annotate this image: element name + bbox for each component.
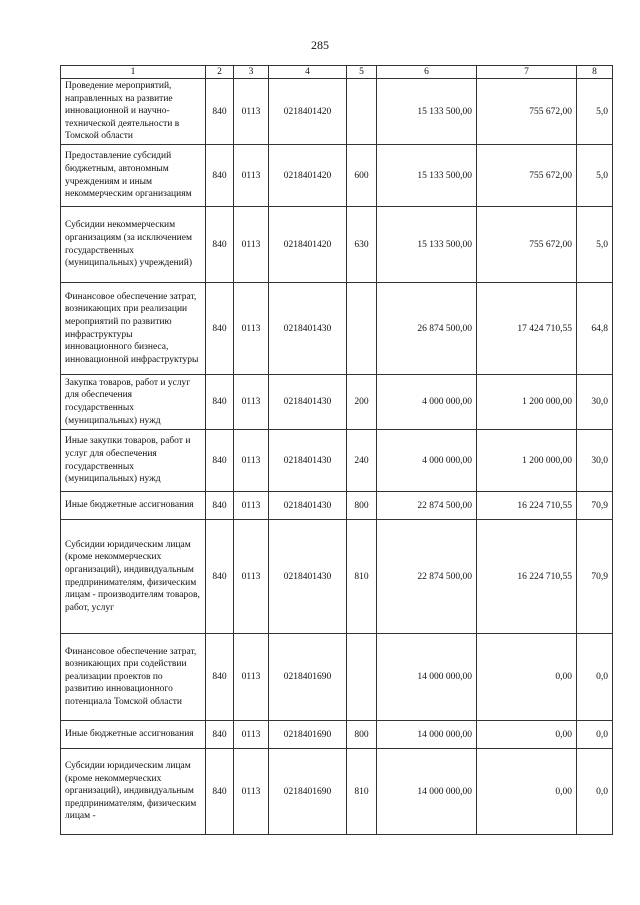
expense-type-code: 240 — [347, 430, 377, 492]
ministry-code: 840 — [206, 283, 234, 375]
execution-percent: 0,0 — [577, 634, 613, 721]
executed-amount: 0,00 — [477, 634, 577, 721]
execution-percent: 70,9 — [577, 492, 613, 520]
column-header: 4 — [269, 66, 347, 79]
planned-amount: 14 000 000,00 — [377, 634, 477, 721]
column-header: 7 — [477, 66, 577, 79]
table-row — [61, 634, 613, 721]
table-row — [61, 749, 613, 835]
section-code: 0113 — [234, 634, 269, 721]
item-name: Субсидии некоммерческим организациям (за исключением государственных (муниципальных) учреждений) — [61, 207, 206, 283]
target-article-code: 0218401430 — [269, 430, 347, 492]
column-header: 2 — [206, 66, 234, 79]
expense-type-code: 810 — [347, 520, 377, 634]
executed-amount: 16 224 710,55 — [477, 492, 577, 520]
executed-amount: 755 672,00 — [477, 79, 577, 145]
ministry-code: 840 — [206, 492, 234, 520]
table-row — [61, 520, 613, 634]
ministry-code: 840 — [206, 520, 234, 634]
target-article-code: 0218401430 — [269, 492, 347, 520]
ministry-code: 840 — [206, 430, 234, 492]
planned-amount: 15 133 500,00 — [377, 145, 477, 207]
target-article-code: 0218401420 — [269, 145, 347, 207]
section-code: 0113 — [234, 145, 269, 207]
executed-amount: 1 200 000,00 — [477, 375, 577, 430]
executed-amount: 755 672,00 — [477, 145, 577, 207]
budget-table — [60, 65, 613, 835]
column-header: 1 — [61, 66, 206, 79]
section-code: 0113 — [234, 749, 269, 835]
column-header: 8 — [577, 66, 613, 79]
table-header-row — [61, 66, 613, 79]
planned-amount: 15 133 500,00 — [377, 207, 477, 283]
executed-amount: 1 200 000,00 — [477, 430, 577, 492]
planned-amount: 14 000 000,00 — [377, 749, 477, 835]
expense-type-code: 630 — [347, 207, 377, 283]
planned-amount: 15 133 500,00 — [377, 79, 477, 145]
expense-type-code — [347, 634, 377, 721]
expense-type-code — [347, 283, 377, 375]
page-number: 285 — [311, 38, 329, 52]
executed-amount: 755 672,00 — [477, 207, 577, 283]
section-code: 0113 — [234, 207, 269, 283]
planned-amount: 4 000 000,00 — [377, 375, 477, 430]
item-name: Финансовое обеспечение затрат, возникающих при содействии реализации проектов по развитию инновационного потенциала Томской области — [61, 634, 206, 721]
item-name: Субсидии юридическим лицам (кроме некоммерческих организаций), индивидуальным предпринимателям, физическим лицам - — [61, 749, 206, 835]
executed-amount: 16 224 710,55 — [477, 520, 577, 634]
expense-type-code: 200 — [347, 375, 377, 430]
target-article-code: 0218401420 — [269, 207, 347, 283]
expense-type-code: 800 — [347, 721, 377, 749]
executed-amount: 17 424 710,55 — [477, 283, 577, 375]
item-name: Субсидии юридическим лицам (кроме некоммерческих организаций), индивидуальным предпринимателям, физическим лицам - производителям товаров, работ, услуг — [61, 520, 206, 634]
expense-type-code: 810 — [347, 749, 377, 835]
section-code: 0113 — [234, 430, 269, 492]
table-row — [61, 721, 613, 749]
ministry-code: 840 — [206, 749, 234, 835]
execution-percent: 30,0 — [577, 375, 613, 430]
planned-amount: 4 000 000,00 — [377, 430, 477, 492]
item-name: Финансовое обеспечение затрат, возникающих при реализации мероприятий по развитию инфраструктуры инновационного бизнеса, инновационной инфраструктуры — [61, 283, 206, 375]
ministry-code: 840 — [206, 145, 234, 207]
planned-amount: 22 874 500,00 — [377, 520, 477, 634]
column-header: 6 — [377, 66, 477, 79]
target-article-code: 0218401690 — [269, 721, 347, 749]
column-header: 5 — [347, 66, 377, 79]
item-name: Иные бюджетные ассигнования — [61, 492, 206, 520]
target-article-code: 0218401430 — [269, 283, 347, 375]
item-name: Иные бюджетные ассигнования — [61, 721, 206, 749]
table-row — [61, 283, 613, 375]
expense-type-code: 800 — [347, 492, 377, 520]
table-row — [61, 207, 613, 283]
planned-amount: 14 000 000,00 — [377, 721, 477, 749]
item-name: Иные закупки товаров, работ и услуг для обеспечения государственных (муниципальных) нужд — [61, 430, 206, 492]
execution-percent: 70,9 — [577, 520, 613, 634]
execution-percent: 30,0 — [577, 430, 613, 492]
column-header: 3 — [234, 66, 269, 79]
section-code: 0113 — [234, 721, 269, 749]
ministry-code: 840 — [206, 375, 234, 430]
target-article-code: 0218401690 — [269, 634, 347, 721]
item-name: Предоставление субсидий бюджетным, автономным учреждениям и иным некоммерческим организациям — [61, 145, 206, 207]
ministry-code: 840 — [206, 207, 234, 283]
target-article-code: 0218401690 — [269, 749, 347, 835]
section-code: 0113 — [234, 492, 269, 520]
table-row — [61, 145, 613, 207]
execution-percent: 5,0 — [577, 79, 613, 145]
section-code: 0113 — [234, 375, 269, 430]
table-row — [61, 79, 613, 145]
target-article-code: 0218401430 — [269, 375, 347, 430]
executed-amount: 0,00 — [477, 749, 577, 835]
execution-percent: 0,0 — [577, 721, 613, 749]
execution-percent: 64,8 — [577, 283, 613, 375]
item-name: Закупка товаров, работ и услуг для обеспечения государственных (муниципальных) нужд — [61, 375, 206, 430]
execution-percent: 5,0 — [577, 145, 613, 207]
table-row — [61, 375, 613, 430]
table-row — [61, 430, 613, 492]
expense-type-code — [347, 79, 377, 145]
table-row — [61, 492, 613, 520]
section-code: 0113 — [234, 79, 269, 145]
planned-amount: 22 874 500,00 — [377, 492, 477, 520]
item-name: Проведение мероприятий, направленных на развитие инновационной и научно-технической деятельности в Томской области — [61, 79, 206, 145]
planned-amount: 26 874 500,00 — [377, 283, 477, 375]
executed-amount: 0,00 — [477, 721, 577, 749]
ministry-code: 840 — [206, 634, 234, 721]
section-code: 0113 — [234, 283, 269, 375]
section-code: 0113 — [234, 520, 269, 634]
ministry-code: 840 — [206, 721, 234, 749]
target-article-code: 0218401420 — [269, 79, 347, 145]
execution-percent: 0,0 — [577, 749, 613, 835]
execution-percent: 5,0 — [577, 207, 613, 283]
target-article-code: 0218401430 — [269, 520, 347, 634]
ministry-code: 840 — [206, 79, 234, 145]
expense-type-code: 600 — [347, 145, 377, 207]
